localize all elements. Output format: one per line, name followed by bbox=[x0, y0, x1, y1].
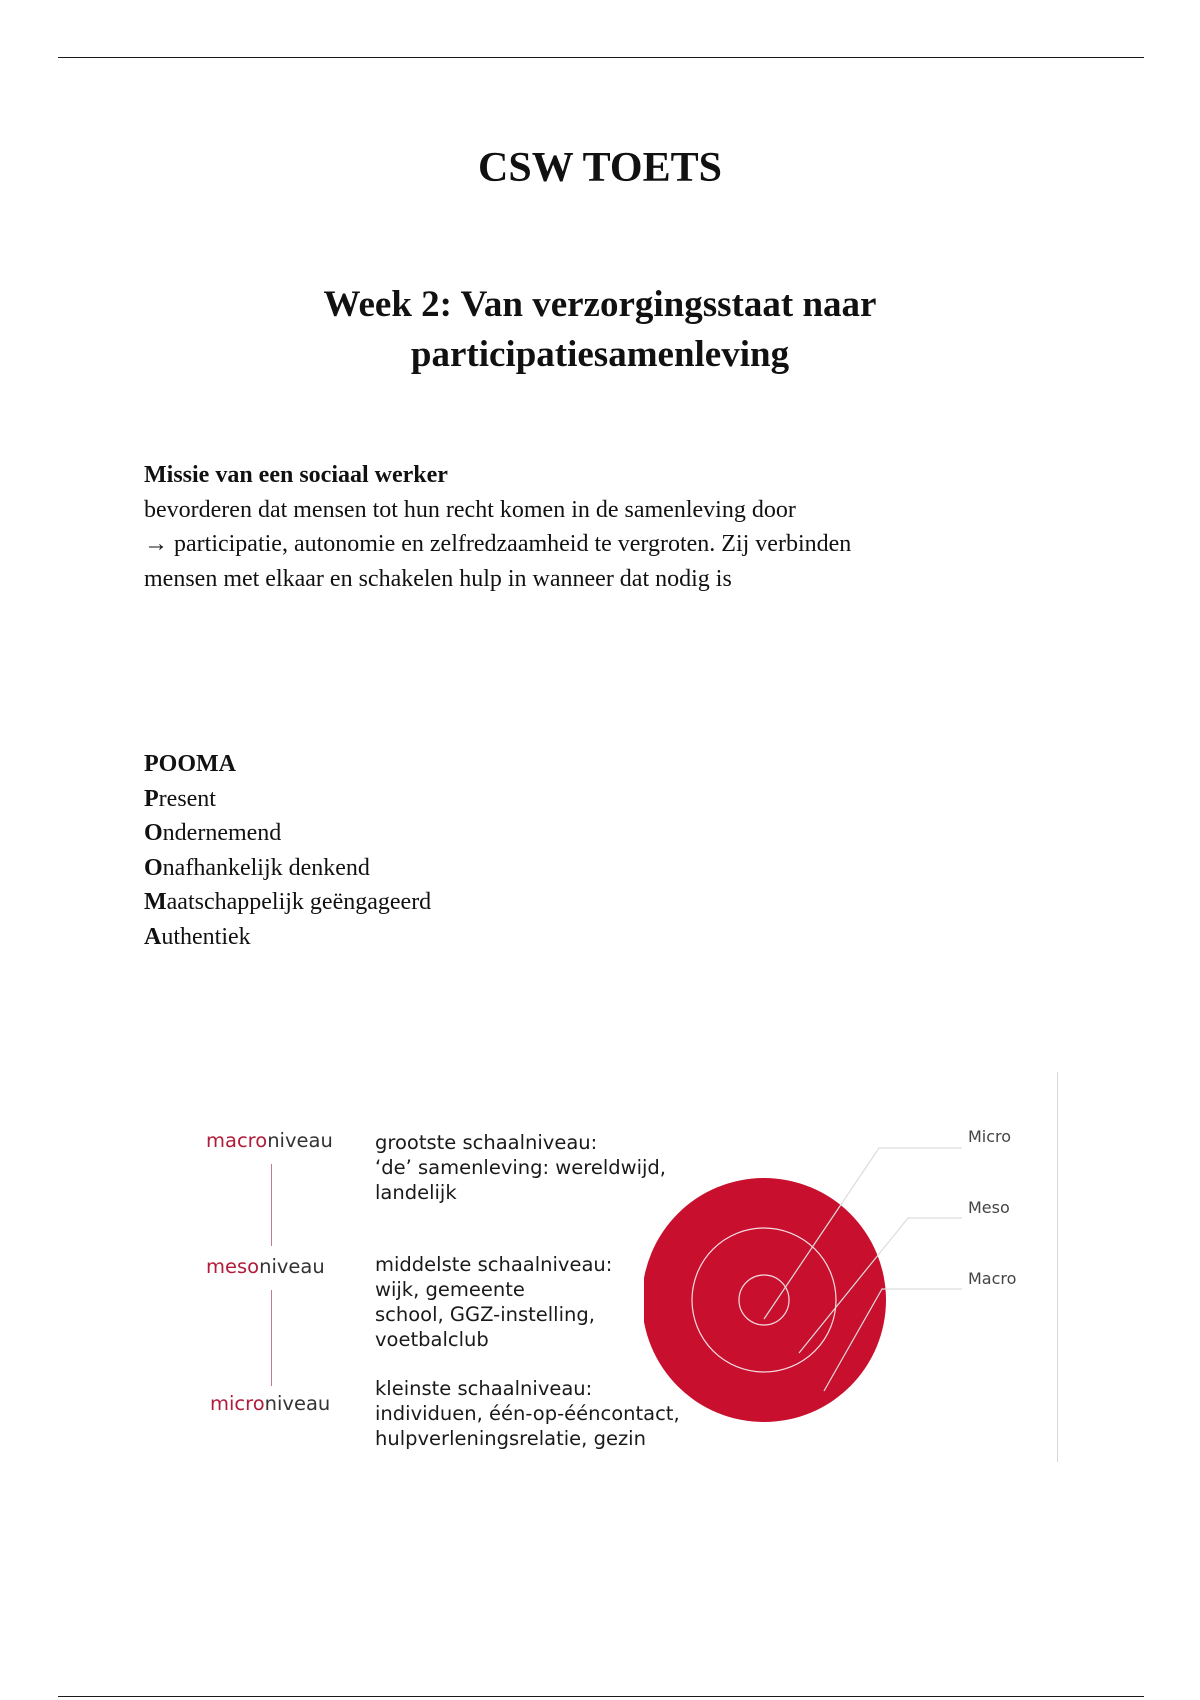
macro-ring-label: Macro bbox=[968, 1269, 1017, 1288]
pooma-word-rest: uthentiek bbox=[161, 923, 251, 950]
mission-line: bevorderen dat mensen tot hun recht komen in de samenleving door bbox=[144, 496, 796, 523]
description-line: school, GGZ-instelling, bbox=[375, 1303, 595, 1326]
meso-ring-label: Meso bbox=[968, 1198, 1010, 1217]
connector-line bbox=[271, 1290, 272, 1386]
top-rule bbox=[58, 57, 1144, 58]
pooma-word-rest: aatschappelijk geëngageerd bbox=[166, 889, 432, 915]
description-line: wijk, gemeente bbox=[375, 1278, 525, 1301]
description-line: hulpverleningsrelatie, gezin bbox=[375, 1427, 646, 1450]
pooma-item bbox=[144, 782, 1044, 817]
pooma-word-rest: ndernemend bbox=[162, 820, 282, 846]
level-prefix: meso bbox=[206, 1255, 260, 1278]
macro-description bbox=[375, 1130, 666, 1205]
pooma-initial: A bbox=[144, 923, 162, 950]
macro-ring bbox=[644, 1178, 886, 1422]
micro-description bbox=[375, 1376, 680, 1451]
pooma-initial: O bbox=[144, 854, 163, 881]
mission-line: mensen met elkaar en schakelen hulp in wanneer dat nodig is bbox=[144, 565, 732, 592]
document-title: CSW TOETS bbox=[478, 145, 722, 191]
pooma-item bbox=[144, 816, 1044, 851]
level-prefix: macro bbox=[206, 1129, 268, 1152]
mission-section bbox=[144, 458, 1044, 596]
mission-heading: Missie van een sociaal werker bbox=[144, 462, 448, 488]
description-line: landelijk bbox=[375, 1181, 457, 1204]
pooma-word-rest: resent bbox=[158, 785, 216, 812]
bottom-rule bbox=[58, 1696, 1144, 1697]
meso-level-label bbox=[206, 1255, 325, 1279]
meso-description bbox=[375, 1252, 612, 1352]
level-suffix: niveau bbox=[259, 1255, 325, 1278]
description-line: middelste schaalniveau: bbox=[375, 1253, 613, 1276]
pooma-word-rest: nafhankelijk denkend bbox=[162, 854, 370, 881]
levels-diagram bbox=[144, 1072, 1058, 1462]
description-line: individuen, één-op-ééncontact, bbox=[375, 1402, 680, 1425]
level-suffix: niveau bbox=[267, 1129, 333, 1152]
pooma-item bbox=[144, 851, 1044, 886]
pooma-item bbox=[144, 885, 1044, 920]
connector-line bbox=[271, 1164, 272, 1246]
concentric-target bbox=[644, 1072, 1058, 1462]
pooma-heading: POOMA bbox=[144, 751, 236, 777]
micro-level-label bbox=[210, 1392, 330, 1416]
description-line: kleinste schaalniveau: bbox=[375, 1377, 593, 1400]
pooma-initial: O bbox=[144, 820, 163, 846]
pooma-item bbox=[144, 920, 1044, 955]
macro-level-label bbox=[206, 1129, 333, 1153]
level-prefix: micro bbox=[210, 1392, 265, 1415]
micro-ring-label: Micro bbox=[968, 1127, 1012, 1146]
pooma-initial: P bbox=[144, 785, 159, 812]
description-line: grootste schaalniveau: bbox=[375, 1131, 598, 1154]
mission-line: → participatie, autonomie en zelfredzaamheid te vergroten. Zij verbinden bbox=[144, 531, 852, 557]
level-suffix: niveau bbox=[264, 1392, 331, 1415]
pooma-section bbox=[144, 747, 1044, 954]
description-line: ‘de’ samenleving: wereldwijd, bbox=[375, 1156, 666, 1179]
subtitle-line-2: participatiesamenleving bbox=[410, 334, 790, 375]
document-subtitle bbox=[0, 280, 1200, 380]
description-line: voetbalclub bbox=[375, 1328, 489, 1351]
subtitle-line-1: Week 2: Van verzorgingsstaat naar bbox=[323, 284, 877, 325]
pooma-initial: M bbox=[144, 889, 167, 915]
